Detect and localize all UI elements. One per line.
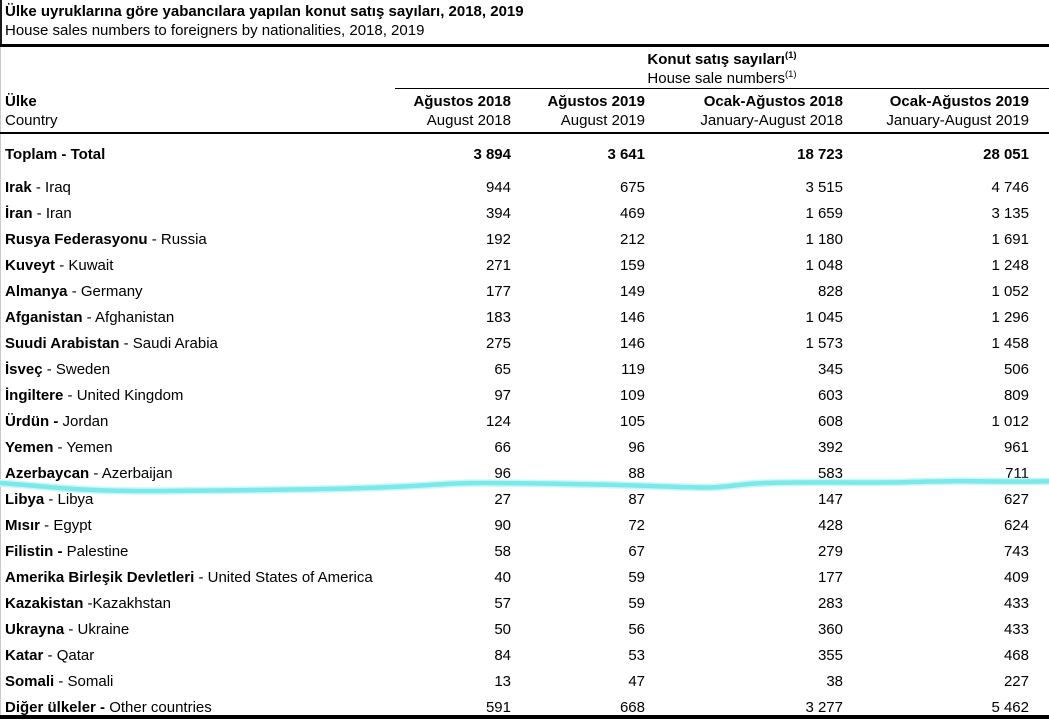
country-cell: Suudi Arabistan - Saudi Arabia — [5, 334, 218, 352]
value-cell-col3: 583 — [817, 464, 843, 482]
table-row — [0, 434, 1049, 460]
value-cell-col3: 1 573 — [805, 334, 843, 352]
value-cell-col4: 28 051 — [983, 145, 1029, 163]
value-cell-col4: 624 — [1003, 516, 1029, 534]
value-cell-col2: 159 — [619, 256, 645, 274]
spanner-label-tr: Konut satış sayıları — [647, 51, 785, 68]
table-row — [0, 278, 1049, 304]
country-cell: Toplam - Total — [5, 145, 106, 163]
table-row — [0, 382, 1049, 408]
value-cell-col1: 13 — [494, 672, 511, 690]
table-row — [0, 564, 1049, 590]
value-cell-col1: 57 — [494, 594, 511, 612]
value-cell-col3: 428 — [817, 516, 843, 534]
value-cell-col1: 177 — [485, 282, 511, 300]
value-cell-col4: 1 691 — [991, 230, 1029, 248]
spanner-underline-rule — [395, 88, 1049, 89]
table-row — [0, 668, 1049, 694]
value-cell-col1: 944 — [485, 178, 511, 196]
country-cell: Afganistan - Afghanistan — [5, 308, 175, 326]
value-cell-col2: 67 — [628, 542, 645, 560]
value-cell-col1: 90 — [494, 516, 511, 534]
value-cell-col2: 59 — [628, 568, 645, 586]
page-title: Ülke uyruklarına göre yabancılara yapılan konut satış sayıları, 2018, 2019 — [5, 3, 524, 20]
spanner-header-turkish — [395, 51, 1049, 68]
table-row — [0, 590, 1049, 616]
value-cell-col3: 608 — [817, 412, 843, 430]
value-cell-col3: 1 045 — [805, 308, 843, 326]
right-margin-spacer — [1029, 92, 1049, 130]
value-cell-col1: 40 — [494, 568, 511, 586]
value-cell-col3: 1 659 — [805, 204, 843, 222]
country-header-en: Country — [5, 112, 58, 129]
value-cell-col4: 433 — [1003, 594, 1029, 612]
table-row — [0, 616, 1049, 642]
country-cell: Ukrayna - Ukraine — [5, 620, 130, 638]
value-cell-col4: 961 — [1003, 438, 1029, 456]
value-cell-col4: 468 — [1003, 646, 1029, 664]
value-cell-col2: 149 — [619, 282, 645, 300]
column-header-row — [0, 92, 1049, 130]
value-cell-col4: 711 — [1005, 464, 1029, 482]
value-cell-col4: 1 296 — [991, 308, 1029, 326]
value-cell-col2: 87 — [628, 490, 645, 508]
value-cell-col2: 212 — [619, 230, 645, 248]
country-cell: Katar - Qatar — [5, 646, 95, 664]
value-cell-col3: 177 — [817, 568, 843, 586]
value-cell-col3: 603 — [817, 386, 843, 404]
column-header-country — [0, 92, 395, 130]
value-cell-col4: 433 — [1003, 620, 1029, 638]
value-cell-col2: 59 — [628, 594, 645, 612]
table-body — [0, 134, 1049, 720]
country-cell: Libya - Libya — [5, 490, 94, 508]
value-cell-col4: 227 — [1003, 672, 1029, 690]
country-header-tr: Ülke — [5, 93, 37, 110]
value-cell-col2: 146 — [619, 334, 645, 352]
title-divider-rule — [0, 44, 1049, 47]
value-cell-col3: 147 — [817, 490, 843, 508]
value-cell-col1: 591 — [485, 698, 511, 716]
value-cell-col2: 105 — [619, 412, 645, 430]
value-cell-col2: 3 641 — [607, 145, 645, 163]
spanner-header-english — [395, 70, 1049, 87]
value-cell-col1: 124 — [485, 412, 511, 430]
country-cell: Kazakistan -Kazakhstan — [5, 594, 171, 612]
value-cell-col4: 506 — [1003, 360, 1029, 378]
value-cell-col2: 72 — [628, 516, 645, 534]
value-cell-col1: 66 — [494, 438, 511, 456]
value-cell-col1: 394 — [485, 204, 511, 222]
value-cell-col3: 828 — [817, 282, 843, 300]
country-cell: Almanya - Germany — [5, 282, 143, 300]
value-cell-col2: 675 — [619, 178, 645, 196]
value-cell-col1: 65 — [494, 360, 511, 378]
value-cell-col4: 1 248 — [991, 256, 1029, 274]
value-cell-col2: 53 — [628, 646, 645, 664]
country-cell: İngiltere - United Kingdom — [5, 386, 184, 404]
value-cell-col1: 96 — [494, 464, 511, 482]
table-row — [0, 356, 1049, 382]
value-cell-col1: 84 — [494, 646, 511, 664]
column-header-august-2018: Ağustos 2018 August 2018 — [413, 93, 511, 129]
title-cell-left-border — [0, 0, 2, 44]
value-cell-col4: 3 135 — [991, 204, 1029, 222]
country-cell: Somali - Somali — [5, 672, 114, 690]
value-cell-col4: 627 — [1003, 490, 1029, 508]
value-cell-col3: 3 515 — [805, 178, 843, 196]
country-cell: Mısır - Egypt — [5, 516, 92, 534]
value-cell-col4: 409 — [1003, 568, 1029, 586]
table-row — [0, 512, 1049, 538]
value-cell-col1: 97 — [494, 386, 511, 404]
value-cell-col1: 58 — [494, 542, 511, 560]
column-header-jan-august-2018: Ocak-Ağustos 2018 January-August 2018 — [700, 93, 843, 129]
value-cell-col4: 1 458 — [991, 334, 1029, 352]
table-row — [0, 174, 1049, 200]
value-cell-col4: 1 052 — [991, 282, 1029, 300]
value-cell-col2: 668 — [619, 698, 645, 716]
value-cell-col1: 183 — [485, 308, 511, 326]
country-cell: Amerika Birleşik Devletleri - United States of America — [5, 568, 373, 586]
page-subtitle: House sales numbers to foreigners by nationalities, 2018, 2019 — [5, 22, 425, 39]
value-cell-col1: 3 894 — [473, 145, 511, 163]
country-cell: İran - Iran — [5, 204, 72, 222]
country-cell: Yemen - Yemen — [5, 438, 113, 456]
table-row — [0, 642, 1049, 668]
value-cell-col4: 743 — [1003, 542, 1029, 560]
country-cell: Irak - Iraq — [5, 178, 71, 196]
value-cell-col4: 5 462 — [991, 698, 1029, 716]
value-cell-col3: 355 — [817, 646, 843, 664]
column-header-august-2019: Ağustos 2019 August 2019 — [547, 93, 645, 129]
value-cell-col4: 4 746 — [991, 178, 1029, 196]
value-cell-col1: 271 — [485, 256, 511, 274]
country-cell: İsveç - Sweden — [5, 360, 111, 378]
country-cell: Filistin - Palestine — [5, 542, 129, 560]
table-row-total — [0, 134, 1049, 174]
footnote-marker: (1) — [784, 69, 797, 80]
value-cell-col3: 3 277 — [805, 698, 843, 716]
value-cell-col2: 146 — [619, 308, 645, 326]
value-cell-col3: 392 — [817, 438, 843, 456]
table-bottom-rule — [0, 715, 1049, 719]
table-row — [0, 408, 1049, 434]
country-cell: Kuveyt - Kuwait — [5, 256, 114, 274]
value-cell-col3: 38 — [826, 672, 843, 690]
table-row — [0, 304, 1049, 330]
value-cell-col3: 279 — [817, 542, 843, 560]
table-row — [0, 226, 1049, 252]
value-cell-col3: 1 048 — [805, 256, 843, 274]
value-cell-col2: 119 — [621, 360, 645, 378]
country-cell: Rusya Federasyonu - Russia — [5, 230, 207, 248]
value-cell-col4: 809 — [1003, 386, 1029, 404]
value-cell-col2: 47 — [628, 672, 645, 690]
value-cell-col1: 192 — [485, 230, 511, 248]
table-row — [0, 460, 1049, 486]
value-cell-col2: 109 — [619, 386, 645, 404]
spanner-label-en: House sale numbers — [647, 70, 785, 87]
country-cell: Azerbaycan - Azerbaijan — [5, 464, 173, 482]
column-header-jan-august-2019: Ocak-Ağustos 2019 January-August 2019 — [886, 93, 1029, 129]
value-cell-col1: 50 — [494, 620, 511, 638]
table-row — [0, 252, 1049, 278]
value-cell-col3: 283 — [817, 594, 843, 612]
value-cell-col1: 27 — [494, 490, 511, 508]
table-row — [0, 538, 1049, 564]
table-row — [0, 330, 1049, 356]
value-cell-col2: 96 — [628, 438, 645, 456]
value-cell-col4: 1 012 — [991, 412, 1029, 430]
table-row — [0, 200, 1049, 226]
value-cell-col3: 18 723 — [797, 145, 843, 163]
value-cell-col2: 56 — [628, 620, 645, 638]
value-cell-col2: 88 — [628, 464, 645, 482]
country-cell: Ürdün - Jordan — [5, 412, 109, 430]
table-row — [0, 486, 1049, 512]
value-cell-col3: 1 180 — [805, 230, 843, 248]
footnote-marker: (1) — [784, 50, 797, 61]
country-cell: Diğer ülkeler - Other countries — [5, 698, 212, 716]
value-cell-col1: 275 — [485, 334, 511, 352]
value-cell-col2: 469 — [619, 204, 645, 222]
value-cell-col3: 360 — [817, 620, 843, 638]
value-cell-col3: 345 — [817, 360, 843, 378]
